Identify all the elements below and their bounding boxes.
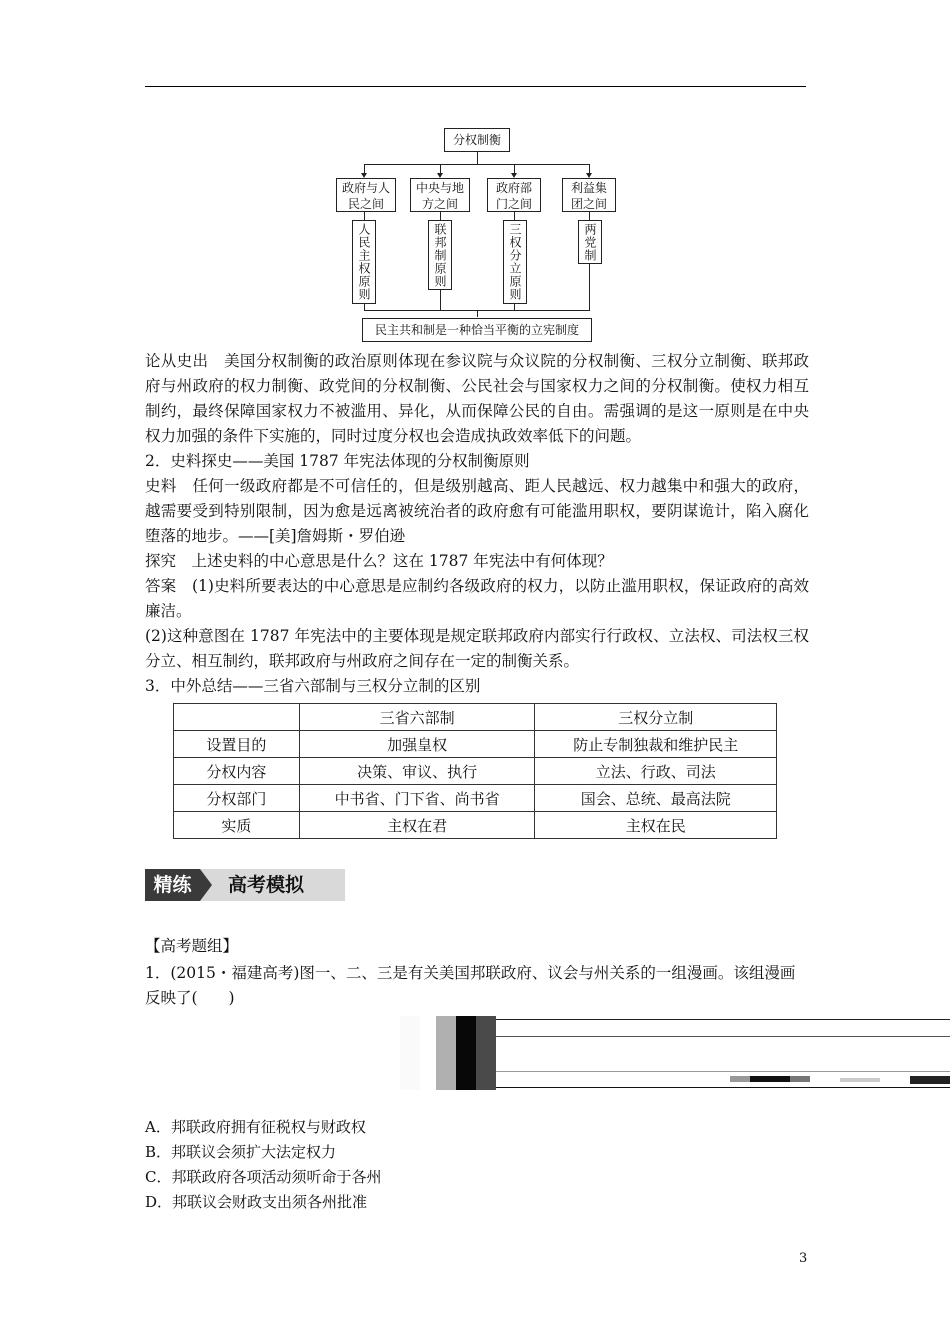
- question-1-line-1: 1．(2015・福建高考)图一、二、三是有关美国邦联政府、议会与州关系的一组漫画。该组漫画: [145, 964, 796, 982]
- table-header-row: [174, 704, 777, 731]
- section-banner: [145, 869, 345, 901]
- table-cell: 分权内容: [174, 758, 300, 785]
- table-cell: 决策、审议、执行: [299, 758, 535, 785]
- header-rule: [145, 86, 806, 87]
- option-b: B．邦联议会须扩大法定权力: [145, 1143, 337, 1161]
- diagram-principle-box-1: 人民主权原则: [352, 220, 376, 304]
- table-row: [174, 758, 777, 785]
- table-cell: 国会、总统、最高法院: [535, 785, 777, 812]
- table-cell: 中书省、门下省、尚书省: [299, 785, 535, 812]
- table-cell: 主权在民: [535, 812, 777, 839]
- table-cell: 立法、行政、司法: [535, 758, 777, 785]
- diagram-bottom-box: 民主共和制是一种恰当平衡的立宪制度: [362, 318, 592, 342]
- diagram-mid-box-4: 利益集团之间: [562, 178, 616, 212]
- tanjiu-question: 探究 上述史料的中心意思是什么？这在 1787 年宪法中有何体现？: [145, 552, 613, 570]
- table-cell: 实质: [174, 812, 300, 839]
- diagram-mid-box-1: 政府与人民之间: [336, 178, 396, 212]
- option-c: C．邦联政府各项活动须听命于各州: [145, 1168, 382, 1186]
- table-cell: 加强皇权: [299, 731, 535, 758]
- option-d: D．邦联议会财政支出须各州批准: [145, 1193, 368, 1211]
- exam-group-heading: 【高考题组】: [145, 937, 239, 955]
- shiliao-paragraph: 史料 任何一级政府都是不可信任的，但是级别越高、距人民越远、权力越集中和强大的政府，越需要受到特别限制，因为愈是远离被统治者的政府愈有可能滥用职权，要阴谋诡计，陷入腐化堕落的地步。——[美]詹姆斯・罗伯逊: [145, 477, 809, 545]
- table-cell: 设置目的: [174, 731, 300, 758]
- banner-arrow: [200, 869, 212, 901]
- banner-label-right: 高考模拟: [228, 874, 305, 896]
- answer-part-2: (2)这种意图在 1787 年宪法中的主要体现是规定联邦政府内部实行行政权、立法权、司法权三权分立、相互制约，联邦政府与州政府之间存在一定的制衡关系。: [145, 627, 809, 670]
- answer-part-1: 答案 (1)史料所要表达的中心意思是应制约各级政府的权力，以防止滥用职权，保证政府的高效廉洁。: [145, 577, 809, 620]
- table-header-cell: [174, 704, 300, 731]
- section-3-heading: 3．中外总结——三省六部制与三权分立制的区别: [145, 677, 481, 695]
- banner-label-left: 精练: [145, 869, 200, 901]
- diagram-mid-box-2: 中央与地方之间: [410, 178, 470, 212]
- table-row: [174, 731, 777, 758]
- option-a: A．邦联政府拥有征税权与财政权: [145, 1118, 366, 1136]
- diagram-principle-box-3: 三权分立原则: [503, 220, 527, 304]
- table-row: [174, 812, 777, 839]
- cartoon-image: [400, 1016, 950, 1090]
- diagram-principle-box-2: 联邦制原则: [428, 220, 452, 290]
- diagram-principle-box-4: 两党制: [578, 220, 602, 264]
- table-cell: 分权部门: [174, 785, 300, 812]
- lunshi-paragraph: 论从史出 美国分权制衡的政治原则体现在参议院与众议院的分权制衡、三权分立制衡、联邦政府与州政府的权力制衡、政党间的分权制衡、公民社会与国家权力之间的分权制衡。使权力相互制约，最终保障国家权力不被滥用、异化，从而保障公民的自由。需强调的是这一原则是在中央权力加强的条件下实施的，同时过度分权也会造成执政效率低下的问题。: [145, 352, 809, 445]
- table-header-cell: 三省六部制: [299, 704, 535, 731]
- diagram-top-box: 分权制衡: [444, 128, 510, 152]
- page-number: 3: [799, 1251, 808, 1266]
- diagram-mid-box-3: 政府部门之间: [487, 178, 541, 212]
- comparison-table: [173, 703, 777, 839]
- table-header-cell: 三权分立制: [535, 704, 777, 731]
- question-1-line-2: 反映了( ): [145, 989, 235, 1007]
- section-2-heading: 2．史料探史——美国 1787 年宪法体现的分权制衡原则: [145, 452, 530, 470]
- table-cell: 防止专制独裁和维护民主: [535, 731, 777, 758]
- table-row: [174, 785, 777, 812]
- table-cell: 主权在君: [299, 812, 535, 839]
